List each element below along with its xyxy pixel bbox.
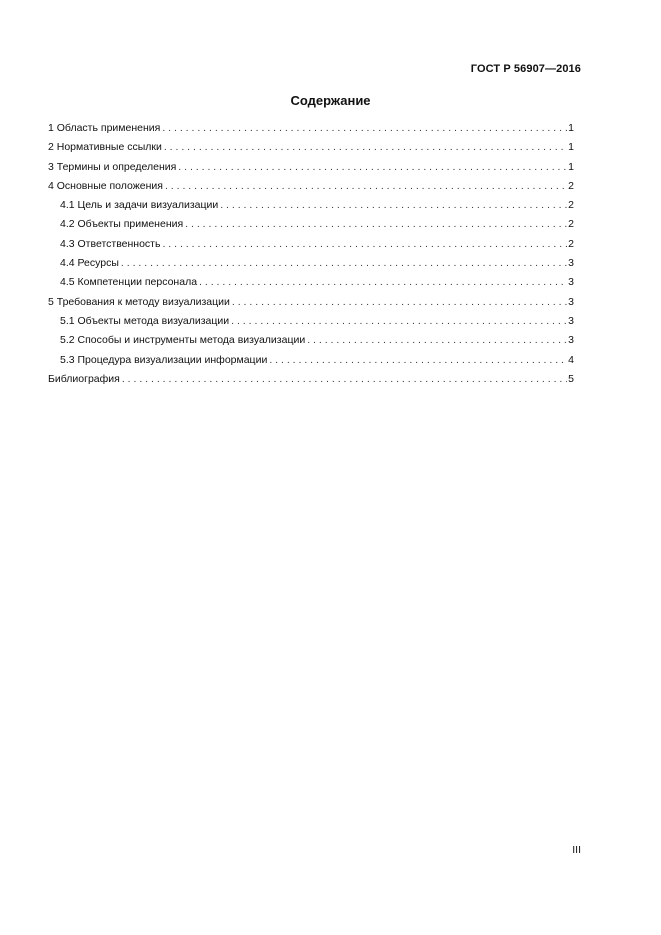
toc-entry-page: 1 [568, 122, 574, 134]
toc-entry-page: 1 [568, 141, 574, 154]
toc-entry-page: 3 [568, 257, 574, 270]
toc-entry-page: 3 [568, 276, 574, 289]
toc-entry-label: 5.1 Объекты метода визуализации [60, 314, 230, 327]
page-number: III [572, 844, 581, 856]
toc-subentry[interactable] [48, 238, 574, 257]
toc-subentry[interactable] [48, 257, 574, 276]
toc-entry-label: 4.1 Цель и задачи визуализации [60, 199, 219, 212]
toc-subentry[interactable] [48, 315, 574, 334]
toc-entry[interactable] [48, 141, 574, 160]
toc-entry-page: 2 [568, 179, 574, 192]
toc-subentry[interactable] [48, 218, 574, 237]
toc-leader-dots [165, 180, 567, 192]
toc-leader-dots [164, 141, 567, 153]
toc-entry[interactable] [48, 296, 574, 315]
toc-subentry[interactable] [48, 276, 574, 295]
toc-entry[interactable] [48, 122, 574, 141]
toc-entry-page: 4 [568, 353, 574, 366]
toc-subentry[interactable] [48, 334, 574, 353]
toc-title: Содержание [290, 93, 371, 108]
toc-leader-dots [122, 373, 567, 385]
toc-entry-label: 4.3 Ответственность [60, 237, 161, 250]
toc-leader-dots [220, 199, 567, 211]
toc-leader-dots [269, 354, 567, 366]
toc-leader-dots [162, 238, 567, 250]
toc-entry-page: 2 [568, 218, 574, 231]
toc-entry-label: 5.2 Способы и инструменты метода визуализации [60, 334, 306, 347]
standard-id: ГОСТ Р 56907—2016 [470, 63, 581, 75]
toc-leader-dots [231, 315, 567, 327]
toc-entry-page: 3 [568, 295, 574, 308]
toc-leader-dots [162, 122, 567, 134]
toc-entry-label: 3 Термины и определения [48, 160, 177, 173]
toc-entry-page: 1 [568, 160, 574, 173]
toc-leader-dots [232, 296, 567, 308]
toc-subentry[interactable] [48, 354, 574, 373]
toc-entry-page: 2 [568, 199, 574, 212]
toc-entry[interactable] [48, 161, 574, 180]
toc-entry-label: 2 Нормативные ссылки [48, 141, 162, 154]
toc-entry-page: 3 [568, 334, 574, 347]
toc-entry-label: 5.3 Процедура визуализации информации [60, 353, 268, 366]
toc-leader-dots [185, 218, 567, 230]
toc-entry-label: 4.2 Объекты применения [60, 218, 184, 231]
toc-entry-page: 2 [568, 237, 574, 250]
toc-subentry[interactable] [48, 199, 574, 218]
toc-entry-label: 5 Требования к методу визуализации [48, 295, 230, 308]
toc-leader-dots [178, 161, 567, 173]
toc-entry-page: 3 [568, 314, 574, 327]
toc-leader-dots [307, 334, 567, 346]
toc-entry-page: 5 [568, 372, 574, 385]
toc-entry[interactable] [48, 180, 574, 199]
table-of-contents [48, 122, 574, 392]
toc-entry-label: 4 Основные положения [48, 179, 163, 192]
toc-leader-dots [121, 257, 567, 269]
toc-leader-dots [199, 276, 567, 288]
toc-entry-label: 4.5 Компетенции персонала [60, 276, 198, 289]
toc-entry-label: Библиография [48, 372, 120, 385]
toc-entry-label: 4.4 Ресурсы [60, 257, 119, 270]
toc-entry[interactable] [48, 373, 574, 392]
toc-entry-label: 1 Область применения [48, 122, 161, 134]
